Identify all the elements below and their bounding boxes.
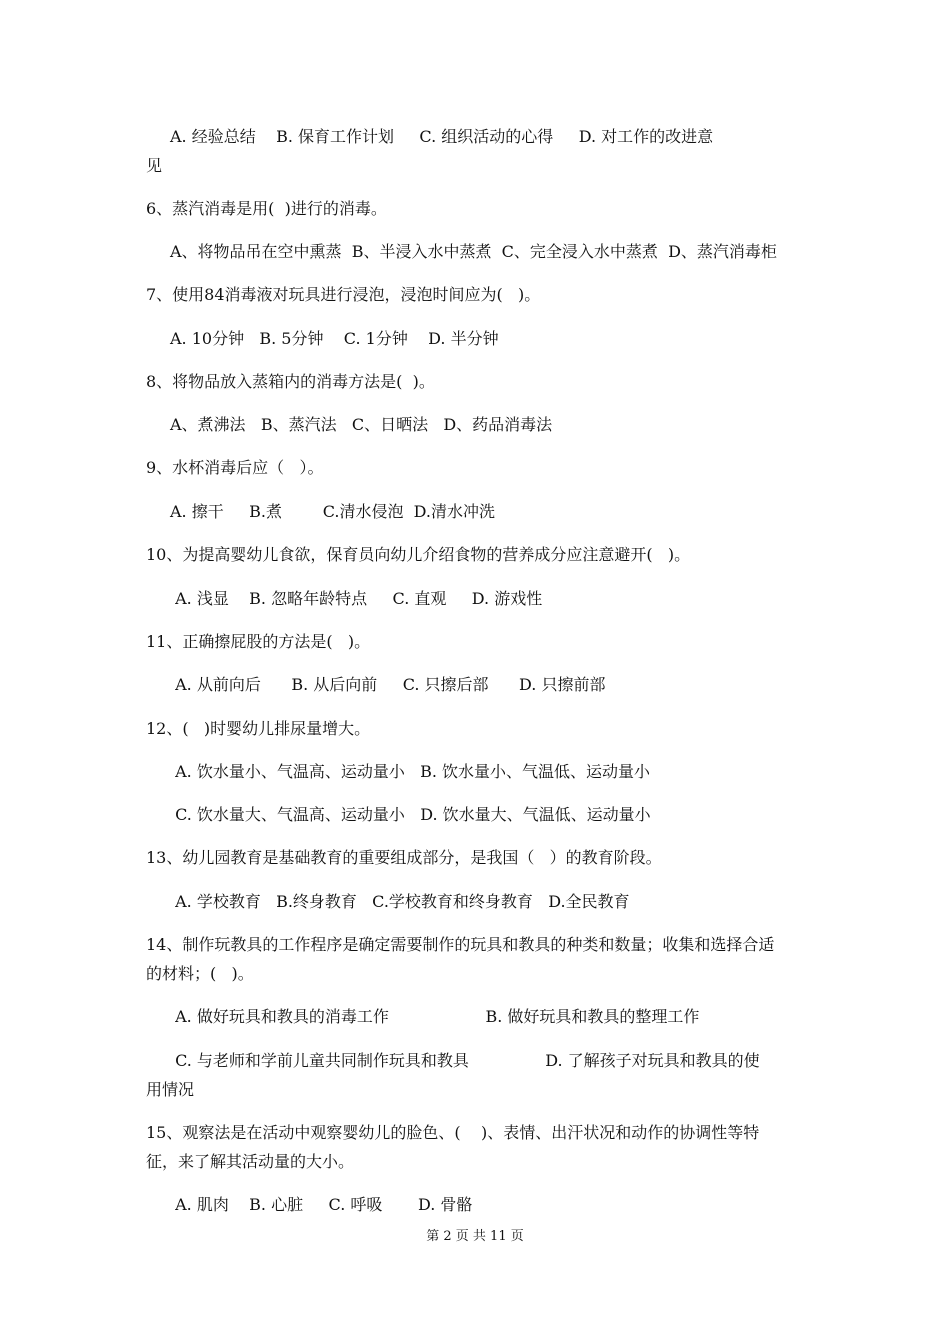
q5-options-line1: A. 经验总结 B. 保育工作计划 C. 组织活动的心得 D. 对工作的改进意 xyxy=(170,127,714,146)
q6-options: A、将物品吊在空中熏蒸 B、半浸入水中蒸煮 C、完全浸入水中蒸煮 D、蒸汽消毒柜 xyxy=(170,242,777,261)
q14-options-cd-cont: 用情况 xyxy=(146,1080,195,1099)
page-number-footer: 第 2 页 共 11 页 xyxy=(426,1229,524,1244)
q15-question-line1: 15、观察法是在活动中观察婴幼儿的脸色、( )、表情、出汗状况和动作的协调性等特 xyxy=(146,1123,760,1142)
q8-question: 8、将物品放入蒸箱内的消毒方法是( )。 xyxy=(146,372,435,391)
q10-options: A. 浅显 B. 忽略年龄特点 C. 直观 D. 游戏性 xyxy=(170,589,543,608)
q9-question: 9、水杯消毒后应（ ）。 xyxy=(146,458,324,477)
q11-question: 11、正确擦屁股的方法是( )。 xyxy=(146,632,371,651)
q13-question: 13、幼儿园教育是基础教育的重要组成部分，是我国（ ）的教育阶段。 xyxy=(146,848,662,867)
q15-question-line2: 征，来了解其活动量的大小。 xyxy=(146,1152,355,1171)
q7-question: 7、使用84消毒液对玩具进行浸泡，浸泡时间应为( )。 xyxy=(146,285,541,304)
q14-options-cd: C. 与老师和学前儿童共同制作玩具和教具 D. 了解孩子对玩具和教具的使 xyxy=(170,1051,760,1070)
q7-options: A. 10分钟 B. 5分钟 C. 1分钟 D. 半分钟 xyxy=(170,329,499,348)
q14-options-ab: A. 做好玩具和教具的消毒工作 B. 做好玩具和教具的整理工作 xyxy=(170,1007,700,1026)
q12-options-ab: A. 饮水量小、气温高、运动量小 B. 饮水量小、气温低、运动量小 xyxy=(170,762,651,781)
q8-options: A、煮沸法 B、蒸汽法 C、日晒法 D、药品消毒法 xyxy=(170,415,553,434)
q6-question: 6、蒸汽消毒是用( )进行的消毒。 xyxy=(146,199,387,218)
q11-options: A. 从前向后 B. 从后向前 C. 只擦后部 D. 只擦前部 xyxy=(170,675,606,694)
q9-options: A. 擦干 B.煮 C.清水侵泡 D.清水冲洗 xyxy=(170,502,495,521)
q10-question: 10、为提高婴幼儿食欲，保育员向幼儿介绍食物的营养成分应注意避开( )。 xyxy=(146,545,691,564)
q14-question-line2: 的材料；( )。 xyxy=(146,964,254,983)
q12-question: 12、( )时婴幼儿排尿量增大。 xyxy=(146,719,371,738)
q15-options: A. 肌肉 B. 心脏 C. 呼吸 D. 骨骼 xyxy=(170,1195,473,1214)
q13-options: A. 学校教育 B.终身教育 C.学校教育和终身教育 D.全民教育 xyxy=(170,892,630,911)
q5-options-line2: 见 xyxy=(146,156,163,175)
q14-question-line1: 14、制作玩教具的工作程序是确定需要制作的玩具和教具的种类和数量；收集和选择合适 xyxy=(146,935,775,954)
q12-options-cd: C. 饮水量大、气温高、运动量小 D. 饮水量大、气温低、运动量小 xyxy=(170,805,651,824)
